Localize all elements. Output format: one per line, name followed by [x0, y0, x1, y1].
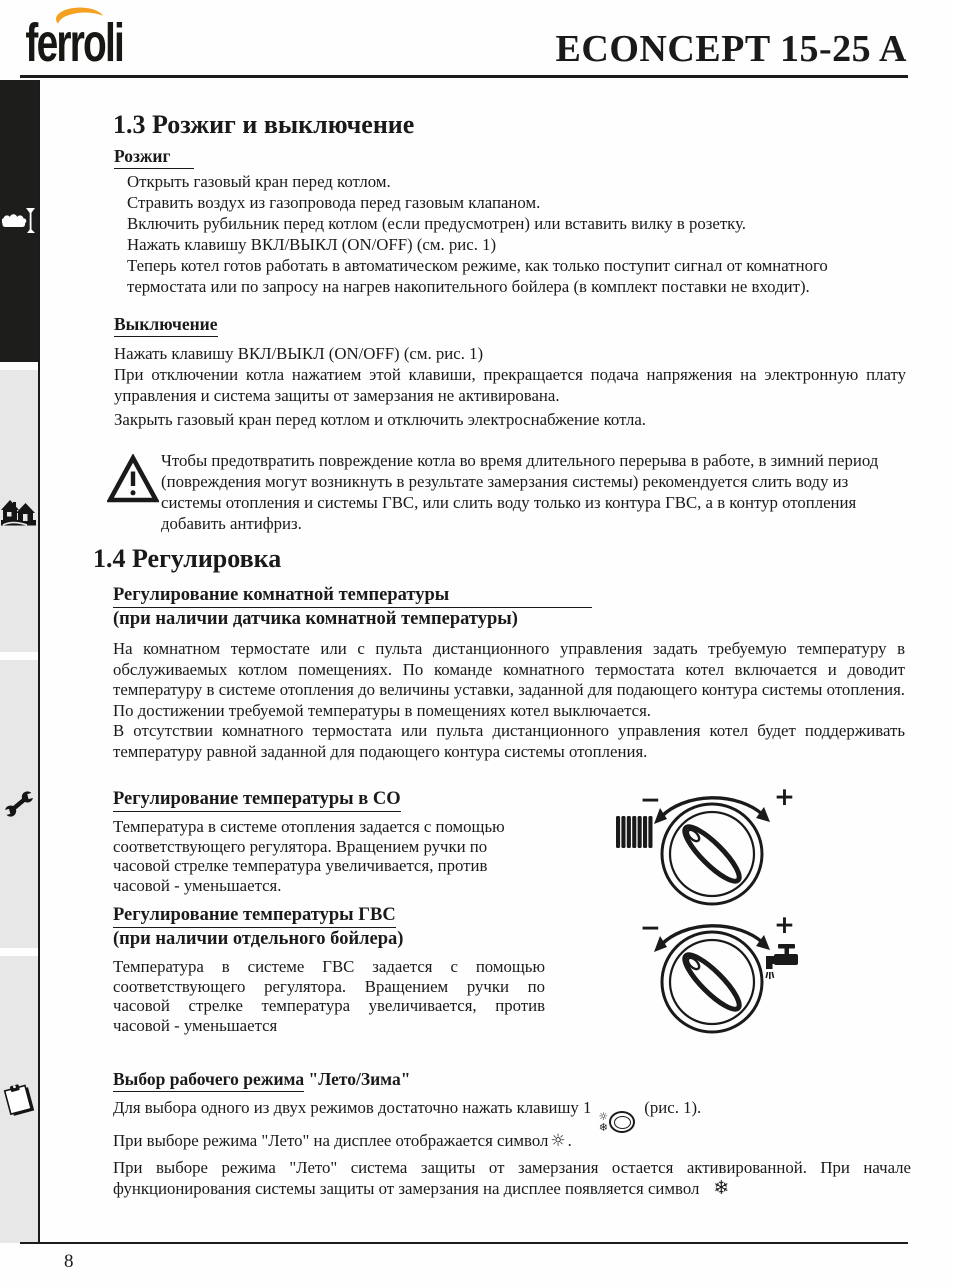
sidebar-tab-installation: [0, 370, 38, 652]
snowflake-icon: ❄: [598, 1121, 608, 1134]
sofa-lamp-icon: [2, 206, 36, 236]
room-temp-subheading: (при наличии датчика комнатной температуры): [113, 609, 518, 629]
temperature-knob[interactable]: [662, 798, 762, 904]
shutdown-p3: Закрыть газовый кран перед котлом и отключить электроснабжение котла.: [114, 410, 646, 429]
ignition-step: Нажать клавишу ВКЛ/ВЫКЛ (ON/OFF) (см. рис. 1): [127, 235, 497, 254]
ignition-step: Стравить воздух из газопровода перед газовым клапаном.: [127, 193, 541, 212]
sun-icon: ☼: [598, 1110, 609, 1123]
sidebar-tab-checklist: [0, 956, 38, 1243]
minus-label: −: [640, 785, 661, 814]
ignition-step: Открыть газовый кран перед котлом.: [127, 172, 391, 191]
temperature-knob[interactable]: [662, 926, 762, 1032]
shutdown-p2: При отключении котла нажатием этой клавиши, прекращается подача напряжения на электронную плату управления и система защиты от замерзания не активирована.: [114, 365, 906, 405]
ignition-heading: Розжиг: [114, 146, 194, 169]
plus-label: +: [774, 910, 795, 939]
wrench-icon: [2, 787, 36, 821]
sidebar-rule: [38, 80, 40, 1243]
clipboard-icon: [1, 1083, 37, 1117]
frost-protect-snowflake-icon: ❄: [713, 1177, 730, 1199]
tap-icon: [766, 944, 798, 979]
shutdown-p1: Нажать клавишу ВКЛ/ВЫКЛ (ON/OFF) (см. рис. 1): [114, 344, 484, 363]
ferroli-logo: [24, 4, 156, 68]
co-temp-heading: Регулирование температуры в СО: [113, 789, 401, 812]
room-temp-body: [113, 639, 905, 762]
header-rule: [20, 75, 908, 78]
mode-select-heading: Выбор рабочего режима "Лето/Зима": [113, 1069, 410, 1092]
sidebar-tab-service: [0, 660, 38, 948]
dhw-temp-heading: Регулирование температуры ГВС: [113, 905, 396, 928]
document-title: ECONCEPT 15-25 A: [555, 28, 907, 70]
room-temp-p2: В отсутствии комнатного термостата или пульта дистанционного управления котел будет поддерживать температуру равной заданной для подающего контура системы отопления.: [113, 721, 905, 761]
dhw-temp-subheading: (при наличии отдельного бойлера): [113, 929, 404, 949]
logo-text: ferroli: [25, 11, 124, 68]
room-temp-heading: Регулирование комнатной температуры: [113, 585, 592, 608]
mode-p2: При выборе режима "Лето" на дисплее отображается символ ☼ .: [113, 1131, 572, 1151]
page-number: 8: [64, 1251, 74, 1272]
room-temp-p1: На комнатном термостате или с пульта дистанционного управления задать требуемую температуру в обслуживаемых котлом помещениях. По команде комнатного термостата котел включается и доводит температуру в системе отопления до величины уставки, заданной для подающего контура системы отопления. По достижении требуемой температуры в помещениях котел выключается.: [113, 639, 905, 720]
houses-icon: [1, 496, 37, 526]
heating-dial-figure: [606, 776, 824, 906]
ignition-step: Теперь котел готов работать в автоматическом режиме, как только поступит сигнал от комнатного термостата или по запросу на нагрев накопительного бойлера (в комплект поставки не входит).: [127, 256, 828, 296]
minus-label: −: [640, 913, 661, 942]
summer-sun-icon: ☼: [550, 1131, 566, 1151]
shutdown-heading: Выключение: [114, 314, 218, 337]
warning-triangle-icon: [107, 454, 159, 506]
mode-p3: При выборе режима "Лето" система защиты от замерзания остается активированной. При начале функционирования системы защиты от замерзания на дисплее появляется символ ❄: [113, 1158, 911, 1199]
plus-label: +: [774, 782, 795, 811]
section-1-3-heading: 1.3 Розжиг и выключение: [113, 110, 415, 139]
radiator-icon: [616, 816, 653, 848]
mode-p1: Для выбора одного из двух режимов достаточно нажать клавишу 1 ☼ ❄ (рис. 1).: [113, 1098, 702, 1134]
co-temp-body: Температура в системе отопления задается с помощью соответствующего регулятора. Вращением ручки по часовой стрелке температура увеличивается, против часовой - уменьшается.: [113, 817, 505, 895]
dhw-temp-body: Температура в системе ГВС задается с помощью соответствующего регулятора. Вращением ручки по часовой стрелке температура увеличивается, против часовой - уменьшается: [113, 957, 545, 1035]
footer-rule: [20, 1242, 908, 1244]
section-1-4-heading: 1.4 Регулировка: [93, 544, 282, 573]
ignition-step: Включить рубильник перед котлом (если предусмотрен) или вставить вилку в розетку.: [127, 214, 746, 233]
sidebar-tab-living-room: [0, 80, 38, 362]
warning-text: Чтобы предотвратить повреждение котла во время длительного перерыва в работе, в зимний период (повреждения могут возникнуть в результате замерзания системы) рекомендуется слить воду из системы отопления и системы ГВС, или слить воду только из контура ГВС, а в контур отопления добавить антифриз.: [161, 451, 879, 533]
dhw-dial-figure: [606, 900, 824, 1035]
ignition-steps: [127, 171, 905, 297]
